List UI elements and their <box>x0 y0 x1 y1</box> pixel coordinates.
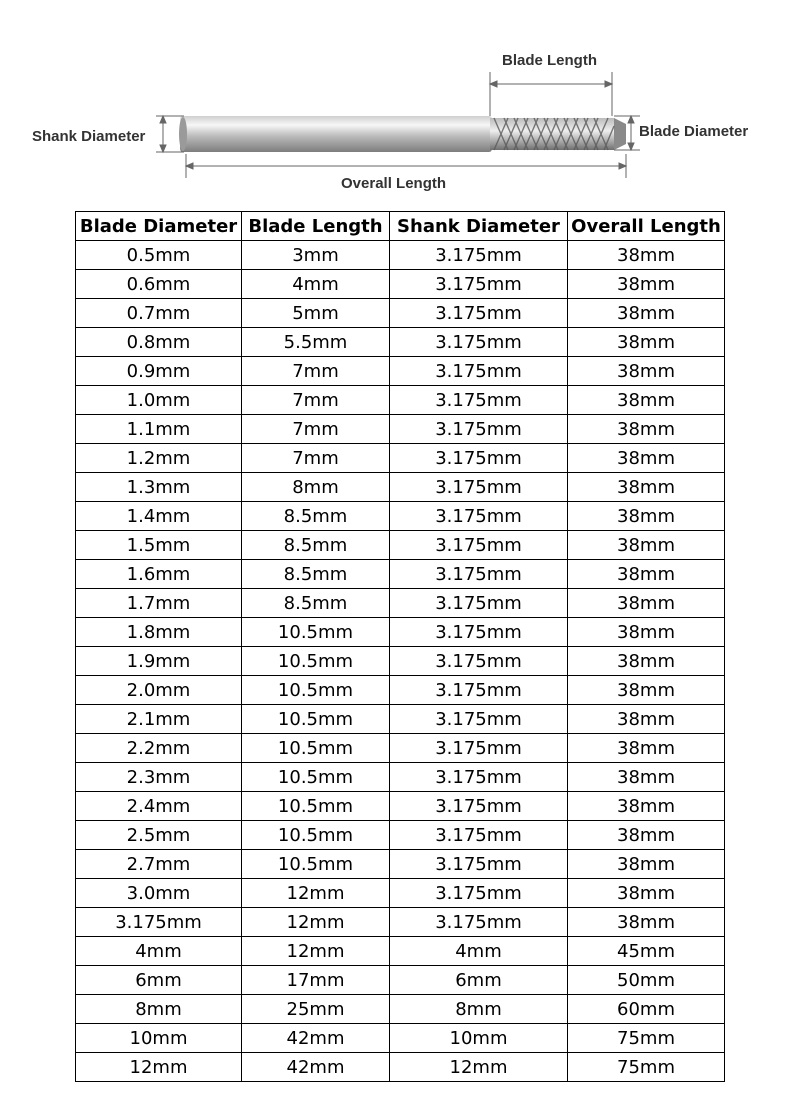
cell-blade-diameter: 0.6mm <box>76 270 242 299</box>
cell-blade-diameter: 2.0mm <box>76 676 242 705</box>
cell-overall-length: 38mm <box>568 444 725 473</box>
cell-shank-diameter: 3.175mm <box>390 241 568 270</box>
cell-blade-diameter: 0.7mm <box>76 299 242 328</box>
cell-overall-length: 38mm <box>568 473 725 502</box>
cell-blade-length: 10.5mm <box>242 734 390 763</box>
cell-shank-diameter: 3.175mm <box>390 589 568 618</box>
cell-shank-diameter: 3.175mm <box>390 357 568 386</box>
blade-length-label: Blade Length <box>502 52 598 69</box>
table-row <box>76 618 725 647</box>
cell-blade-length: 4mm <box>242 270 390 299</box>
cell-shank-diameter: 3.175mm <box>390 502 568 531</box>
cell-overall-length: 45mm <box>568 937 725 966</box>
cell-blade-length: 10.5mm <box>242 850 390 879</box>
table-row <box>76 473 725 502</box>
cell-blade-length: 8.5mm <box>242 531 390 560</box>
cell-blade-diameter: 1.5mm <box>76 531 242 560</box>
cell-blade-diameter: 2.3mm <box>76 763 242 792</box>
cell-blade-length: 12mm <box>242 879 390 908</box>
cell-shank-diameter: 3.175mm <box>390 647 568 676</box>
cell-blade-length: 7mm <box>242 444 390 473</box>
cell-overall-length: 75mm <box>568 1024 725 1053</box>
cell-blade-diameter: 2.7mm <box>76 850 242 879</box>
cell-overall-length: 38mm <box>568 908 725 937</box>
cell-overall-length: 38mm <box>568 850 725 879</box>
cell-overall-length: 75mm <box>568 1053 725 1082</box>
table-row <box>76 270 725 299</box>
table-row <box>76 241 725 270</box>
shank <box>179 116 492 152</box>
table-row <box>76 850 725 879</box>
cell-blade-diameter: 2.1mm <box>76 705 242 734</box>
cell-blade-length: 10.5mm <box>242 618 390 647</box>
cell-shank-diameter: 3.175mm <box>390 415 568 444</box>
cell-blade-length: 7mm <box>242 415 390 444</box>
cell-blade-diameter: 10mm <box>76 1024 242 1053</box>
cell-blade-length: 17mm <box>242 966 390 995</box>
cell-blade-diameter: 3.175mm <box>76 908 242 937</box>
cell-overall-length: 38mm <box>568 734 725 763</box>
cell-shank-diameter: 12mm <box>390 1053 568 1082</box>
cell-shank-diameter: 3.175mm <box>390 763 568 792</box>
blade-diameter-label: Blade Diameter <box>639 123 749 140</box>
table-row <box>76 734 725 763</box>
cell-blade-length: 12mm <box>242 908 390 937</box>
table-row <box>76 995 725 1024</box>
table-row <box>76 966 725 995</box>
table-row <box>76 299 725 328</box>
cell-blade-diameter: 2.5mm <box>76 821 242 850</box>
cell-blade-diameter: 1.7mm <box>76 589 242 618</box>
cell-overall-length: 38mm <box>568 270 725 299</box>
cell-shank-diameter: 3.175mm <box>390 444 568 473</box>
cell-overall-length: 38mm <box>568 531 725 560</box>
table-row <box>76 647 725 676</box>
cell-shank-diameter: 6mm <box>390 966 568 995</box>
bit-dimension-diagram <box>0 0 800 210</box>
cell-overall-length: 38mm <box>568 705 725 734</box>
cell-shank-diameter: 3.175mm <box>390 299 568 328</box>
cell-blade-diameter: 4mm <box>76 937 242 966</box>
table-row <box>76 879 725 908</box>
cell-blade-diameter: 6mm <box>76 966 242 995</box>
cell-blade-diameter: 1.6mm <box>76 560 242 589</box>
cell-overall-length: 38mm <box>568 241 725 270</box>
table-row <box>76 589 725 618</box>
cell-overall-length: 38mm <box>568 821 725 850</box>
cell-blade-length: 10.5mm <box>242 821 390 850</box>
cell-blade-diameter: 0.8mm <box>76 328 242 357</box>
cell-overall-length: 38mm <box>568 386 725 415</box>
cell-blade-diameter: 12mm <box>76 1053 242 1082</box>
cell-overall-length: 50mm <box>568 966 725 995</box>
cell-overall-length: 38mm <box>568 357 725 386</box>
table-row <box>76 676 725 705</box>
cell-blade-diameter: 3.0mm <box>76 879 242 908</box>
blade <box>490 118 626 150</box>
shank-diameter-label: Shank Diameter <box>32 128 146 145</box>
cell-blade-diameter: 2.4mm <box>76 792 242 821</box>
cell-overall-length: 38mm <box>568 879 725 908</box>
cell-overall-length: 38mm <box>568 763 725 792</box>
cell-blade-length: 10.5mm <box>242 676 390 705</box>
cell-overall-length: 38mm <box>568 328 725 357</box>
cell-blade-diameter: 1.8mm <box>76 618 242 647</box>
cell-shank-diameter: 3.175mm <box>390 705 568 734</box>
cell-blade-diameter: 0.9mm <box>76 357 242 386</box>
overall-length-label: Overall Length <box>341 175 447 192</box>
cell-blade-diameter: 0.5mm <box>76 241 242 270</box>
cell-overall-length: 38mm <box>568 618 725 647</box>
header-blade-diameter: Blade Diameter <box>76 212 242 241</box>
cell-overall-length: 38mm <box>568 589 725 618</box>
table-row <box>76 1053 725 1082</box>
cell-blade-length: 7mm <box>242 357 390 386</box>
table-row <box>76 908 725 937</box>
table-row <box>76 1024 725 1053</box>
cell-blade-length: 10.5mm <box>242 705 390 734</box>
header-shank-diameter: Shank Diameter <box>390 212 568 241</box>
cell-shank-diameter: 3.175mm <box>390 531 568 560</box>
blade-length-dimension <box>490 72 612 116</box>
cell-shank-diameter: 3.175mm <box>390 386 568 415</box>
cell-shank-diameter: 8mm <box>390 995 568 1024</box>
cell-blade-length: 8.5mm <box>242 560 390 589</box>
table-body <box>76 241 725 1082</box>
cell-blade-length: 8.5mm <box>242 502 390 531</box>
cell-blade-diameter: 1.4mm <box>76 502 242 531</box>
table-row <box>76 763 725 792</box>
table-row <box>76 502 725 531</box>
cell-shank-diameter: 10mm <box>390 1024 568 1053</box>
cell-shank-diameter: 3.175mm <box>390 792 568 821</box>
cell-shank-diameter: 3.175mm <box>390 821 568 850</box>
cell-blade-length: 7mm <box>242 386 390 415</box>
table-row <box>76 444 725 473</box>
cell-blade-length: 8.5mm <box>242 589 390 618</box>
cell-overall-length: 60mm <box>568 995 725 1024</box>
cell-shank-diameter: 3.175mm <box>390 270 568 299</box>
header-blade-length: Blade Length <box>242 212 390 241</box>
cell-shank-diameter: 3.175mm <box>390 850 568 879</box>
cell-blade-diameter: 1.0mm <box>76 386 242 415</box>
table-row <box>76 357 725 386</box>
cell-overall-length: 38mm <box>568 502 725 531</box>
table-row <box>76 937 725 966</box>
cell-blade-diameter: 1.2mm <box>76 444 242 473</box>
cell-blade-length: 12mm <box>242 937 390 966</box>
cell-blade-length: 10.5mm <box>242 647 390 676</box>
table-row <box>76 415 725 444</box>
cell-blade-length: 10.5mm <box>242 792 390 821</box>
cell-blade-length: 10.5mm <box>242 763 390 792</box>
table-row <box>76 328 725 357</box>
cell-blade-diameter: 1.9mm <box>76 647 242 676</box>
cell-overall-length: 38mm <box>568 676 725 705</box>
cell-blade-diameter: 1.1mm <box>76 415 242 444</box>
cell-blade-length: 3mm <box>242 241 390 270</box>
cell-shank-diameter: 3.175mm <box>390 618 568 647</box>
header-overall-length: Overall Length <box>568 212 725 241</box>
cell-blade-length: 8mm <box>242 473 390 502</box>
cell-blade-length: 42mm <box>242 1053 390 1082</box>
cell-overall-length: 38mm <box>568 560 725 589</box>
cell-blade-diameter: 2.2mm <box>76 734 242 763</box>
table-row <box>76 792 725 821</box>
specification-table <box>75 211 725 1082</box>
cell-overall-length: 38mm <box>568 299 725 328</box>
table-row <box>76 821 725 850</box>
table-row <box>76 705 725 734</box>
cell-blade-length: 5mm <box>242 299 390 328</box>
cell-overall-length: 38mm <box>568 792 725 821</box>
table-header-row <box>76 212 725 241</box>
table-row <box>76 531 725 560</box>
table-row <box>76 386 725 415</box>
cell-blade-length: 25mm <box>242 995 390 1024</box>
table-row <box>76 560 725 589</box>
cell-shank-diameter: 3.175mm <box>390 473 568 502</box>
cell-shank-diameter: 3.175mm <box>390 879 568 908</box>
cell-shank-diameter: 3.175mm <box>390 734 568 763</box>
cell-blade-length: 5.5mm <box>242 328 390 357</box>
cell-blade-diameter: 8mm <box>76 995 242 1024</box>
cell-shank-diameter: 3.175mm <box>390 560 568 589</box>
cell-overall-length: 38mm <box>568 415 725 444</box>
cell-overall-length: 38mm <box>568 647 725 676</box>
cell-shank-diameter: 3.175mm <box>390 328 568 357</box>
cell-shank-diameter: 4mm <box>390 937 568 966</box>
cell-shank-diameter: 3.175mm <box>390 676 568 705</box>
cell-shank-diameter: 3.175mm <box>390 908 568 937</box>
cell-blade-length: 42mm <box>242 1024 390 1053</box>
cell-blade-diameter: 1.3mm <box>76 473 242 502</box>
